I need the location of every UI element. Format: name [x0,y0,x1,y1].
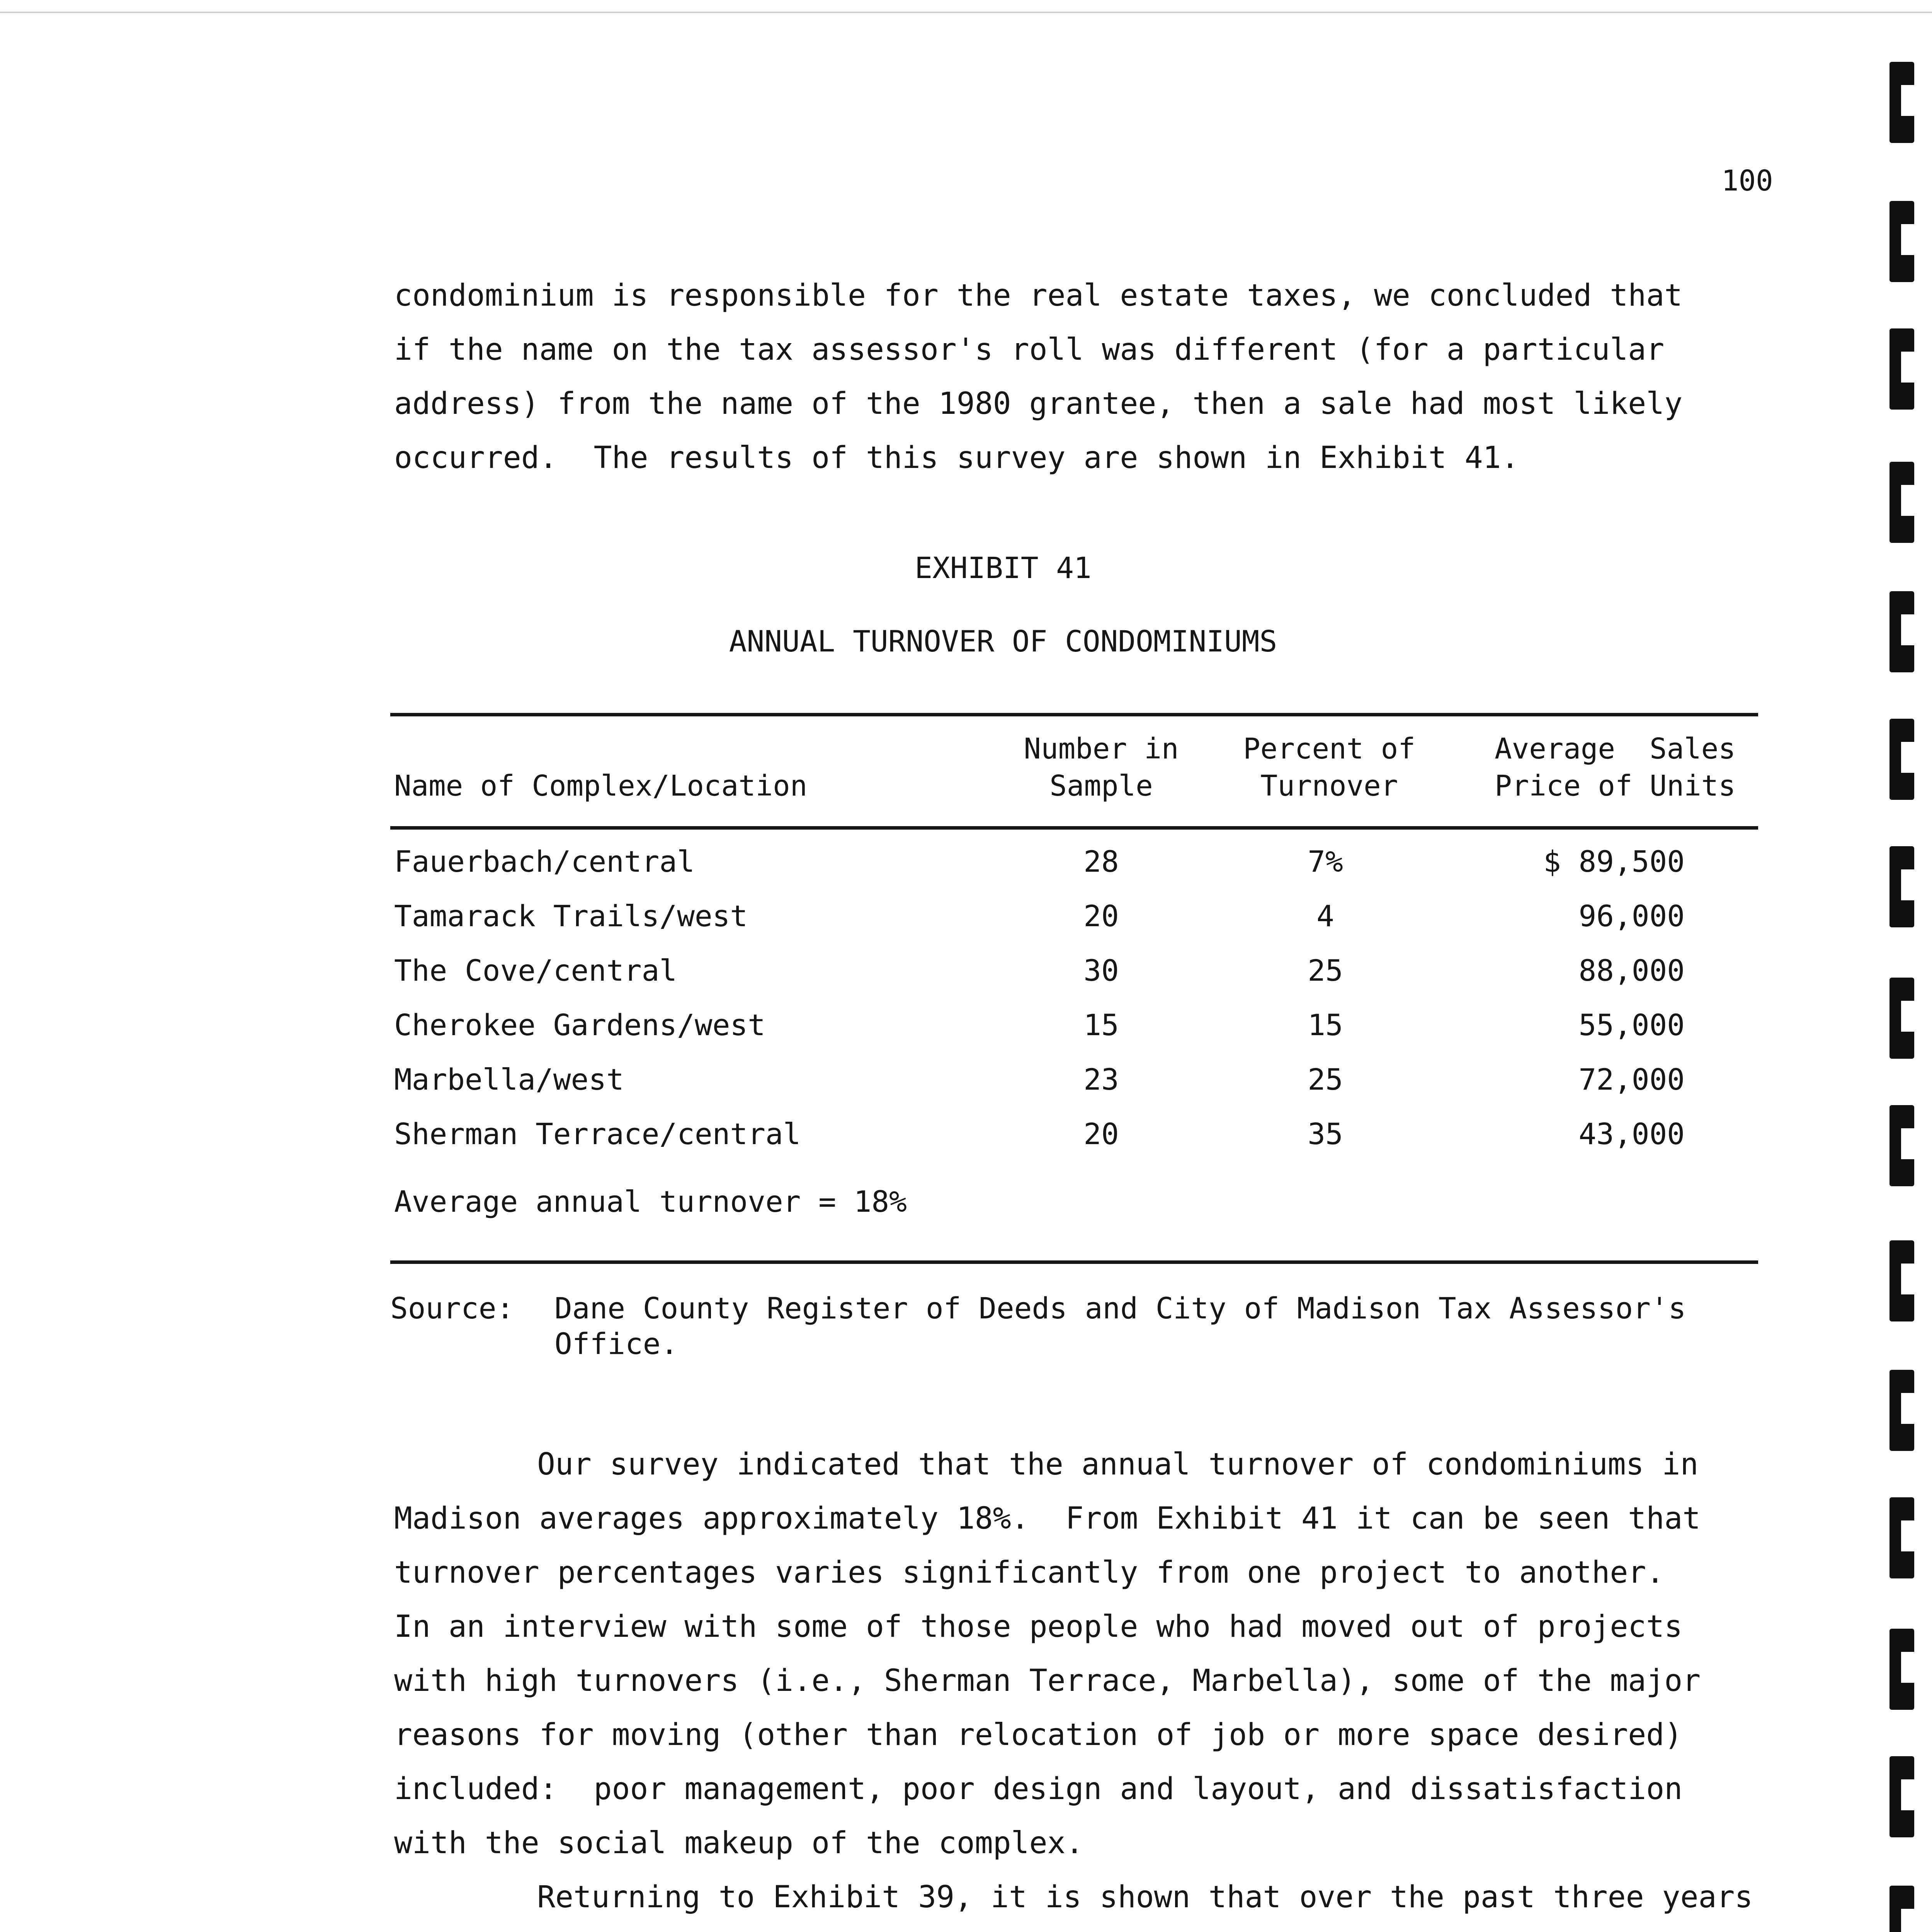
intro-paragraph [394,269,1785,485]
cell-turnover: 4 [1316,899,1334,933]
binding-hole [1889,1886,1914,1932]
cell-sample: 20 [1083,1117,1119,1151]
binding-hole [1889,1370,1914,1451]
header-turnover-line2: Turnover [1260,769,1398,803]
cell-name: Cherokee Gardens/west [394,1008,765,1042]
header-sample-line1: Number in [1024,732,1179,765]
binding-hole [1889,1629,1914,1710]
table-top-rule [390,713,1758,716]
cell-sample: 15 [1083,1008,1119,1042]
source-label: Source: [390,1291,514,1325]
text-line: with the social makeup of the complex. [394,1826,1084,1861]
text-line: Our survey indicated that the annual turnover of condominiums in [537,1447,1699,1482]
table-header [390,730,1758,823]
cell-name: Tamarack Trails/west [394,899,748,933]
header-turnover-line1: Percent of [1243,732,1415,765]
cell-name: Marbella/west [394,1062,624,1097]
binding-hole [1889,1497,1914,1578]
page-number: 100 [1721,164,1773,197]
cell-turnover: 7% [1308,844,1343,879]
cell-turnover: 15 [1308,1008,1343,1042]
text-line: with high turnovers (i.e., Sherman Terrace, Marbella), some of the major [394,1663,1701,1698]
header-price-line1: Average Sales [1495,732,1736,765]
text-line: included: poor management, poor design and layout, and dissatisfaction [394,1772,1683,1806]
text-line: reasons for moving (other than relocation of job or more space desired) [394,1718,1683,1752]
text-line: address) from the name of the 1980 grantee, then a sale had most likely [394,386,1683,421]
binding-hole [1889,591,1914,672]
cell-turnover: 35 [1308,1117,1343,1151]
cell-price: $ 89,500 [1543,844,1685,879]
cell-sample: 30 [1083,953,1119,988]
text-line [394,1924,1785,1932]
header-price [1468,730,1762,804]
exhibit-number: EXHIBIT 41 [915,551,1092,585]
header-sample-line2: Sample [1049,769,1153,803]
exhibit-title: ANNUAL TURNOVER OF CONDOMINIUMS [729,624,1277,658]
binding-hole [1889,978,1914,1059]
text-line: condominium is responsible for the real estate taxes, we concluded that [394,278,1683,313]
table-bottom-rule [390,1260,1758,1264]
text-line: Madison averages approximately 18%. From Exhibit 41 it can be seen that [394,1501,1701,1536]
table-row [390,1111,1758,1165]
binding-hole [1889,846,1914,927]
cell-name: The Cove/central [394,953,677,988]
table-body [390,838,1758,1165]
cell-turnover: 25 [1308,953,1343,988]
cell-sample: 23 [1083,1062,1119,1097]
table-row [390,893,1758,947]
text-line: occurred. The results of this survey are shown in Exhibit 41. [394,440,1519,475]
scan-top-edge [0,12,1932,13]
binding-hole [1889,1105,1914,1186]
binding-hole [1889,462,1914,543]
cell-sample: 20 [1083,899,1119,933]
cell-name: Fauerbach/central [394,844,695,879]
text-line: Returning to Exhibit 39, it is shown that over the past three years [537,1880,1753,1915]
cell-price: 55,000 [1578,1008,1685,1042]
table-row [390,947,1758,1002]
table-row [390,838,1758,893]
survey-paragraph [394,1437,1785,1870]
table-summary: Average annual turnover = 18% [394,1184,907,1219]
binding-hole [1889,62,1914,143]
source-text: Dane County Register of Deeds and City of Madison Tax Assessor's Office. [554,1291,1686,1361]
header-name: Name of Complex/Location [394,769,808,803]
header-sample [1009,730,1194,804]
body-text [394,1437,1785,1932]
table-row [390,1056,1758,1111]
text-line: turnover percentages varies significantly from one project to another. [394,1555,1665,1590]
cell-turnover: 25 [1308,1062,1343,1097]
binding-hole [1889,1756,1914,1837]
cell-price: 72,000 [1578,1062,1685,1097]
cell-price: 43,000 [1578,1117,1685,1151]
cell-name: Sherman Terrace/central [394,1117,801,1151]
cell-sample: 28 [1083,844,1119,879]
absorption-paragraph [394,1870,1785,1932]
table-row [390,1002,1758,1056]
binding-hole [1889,1240,1914,1321]
binding-hole [1889,201,1914,282]
text-line: In an interview with some of those people who had moved out of projects [394,1609,1683,1644]
header-price-line2: Price of Units [1495,769,1736,803]
cell-price: 96,000 [1578,899,1685,933]
table-header-rule [390,826,1758,830]
binding-hole [1889,328,1914,410]
binding-hole [1889,719,1914,800]
cell-price: 88,000 [1578,953,1685,988]
text-line: if the name on the tax assessor's roll was different (for a particular [394,332,1665,367]
header-turnover [1229,730,1430,804]
